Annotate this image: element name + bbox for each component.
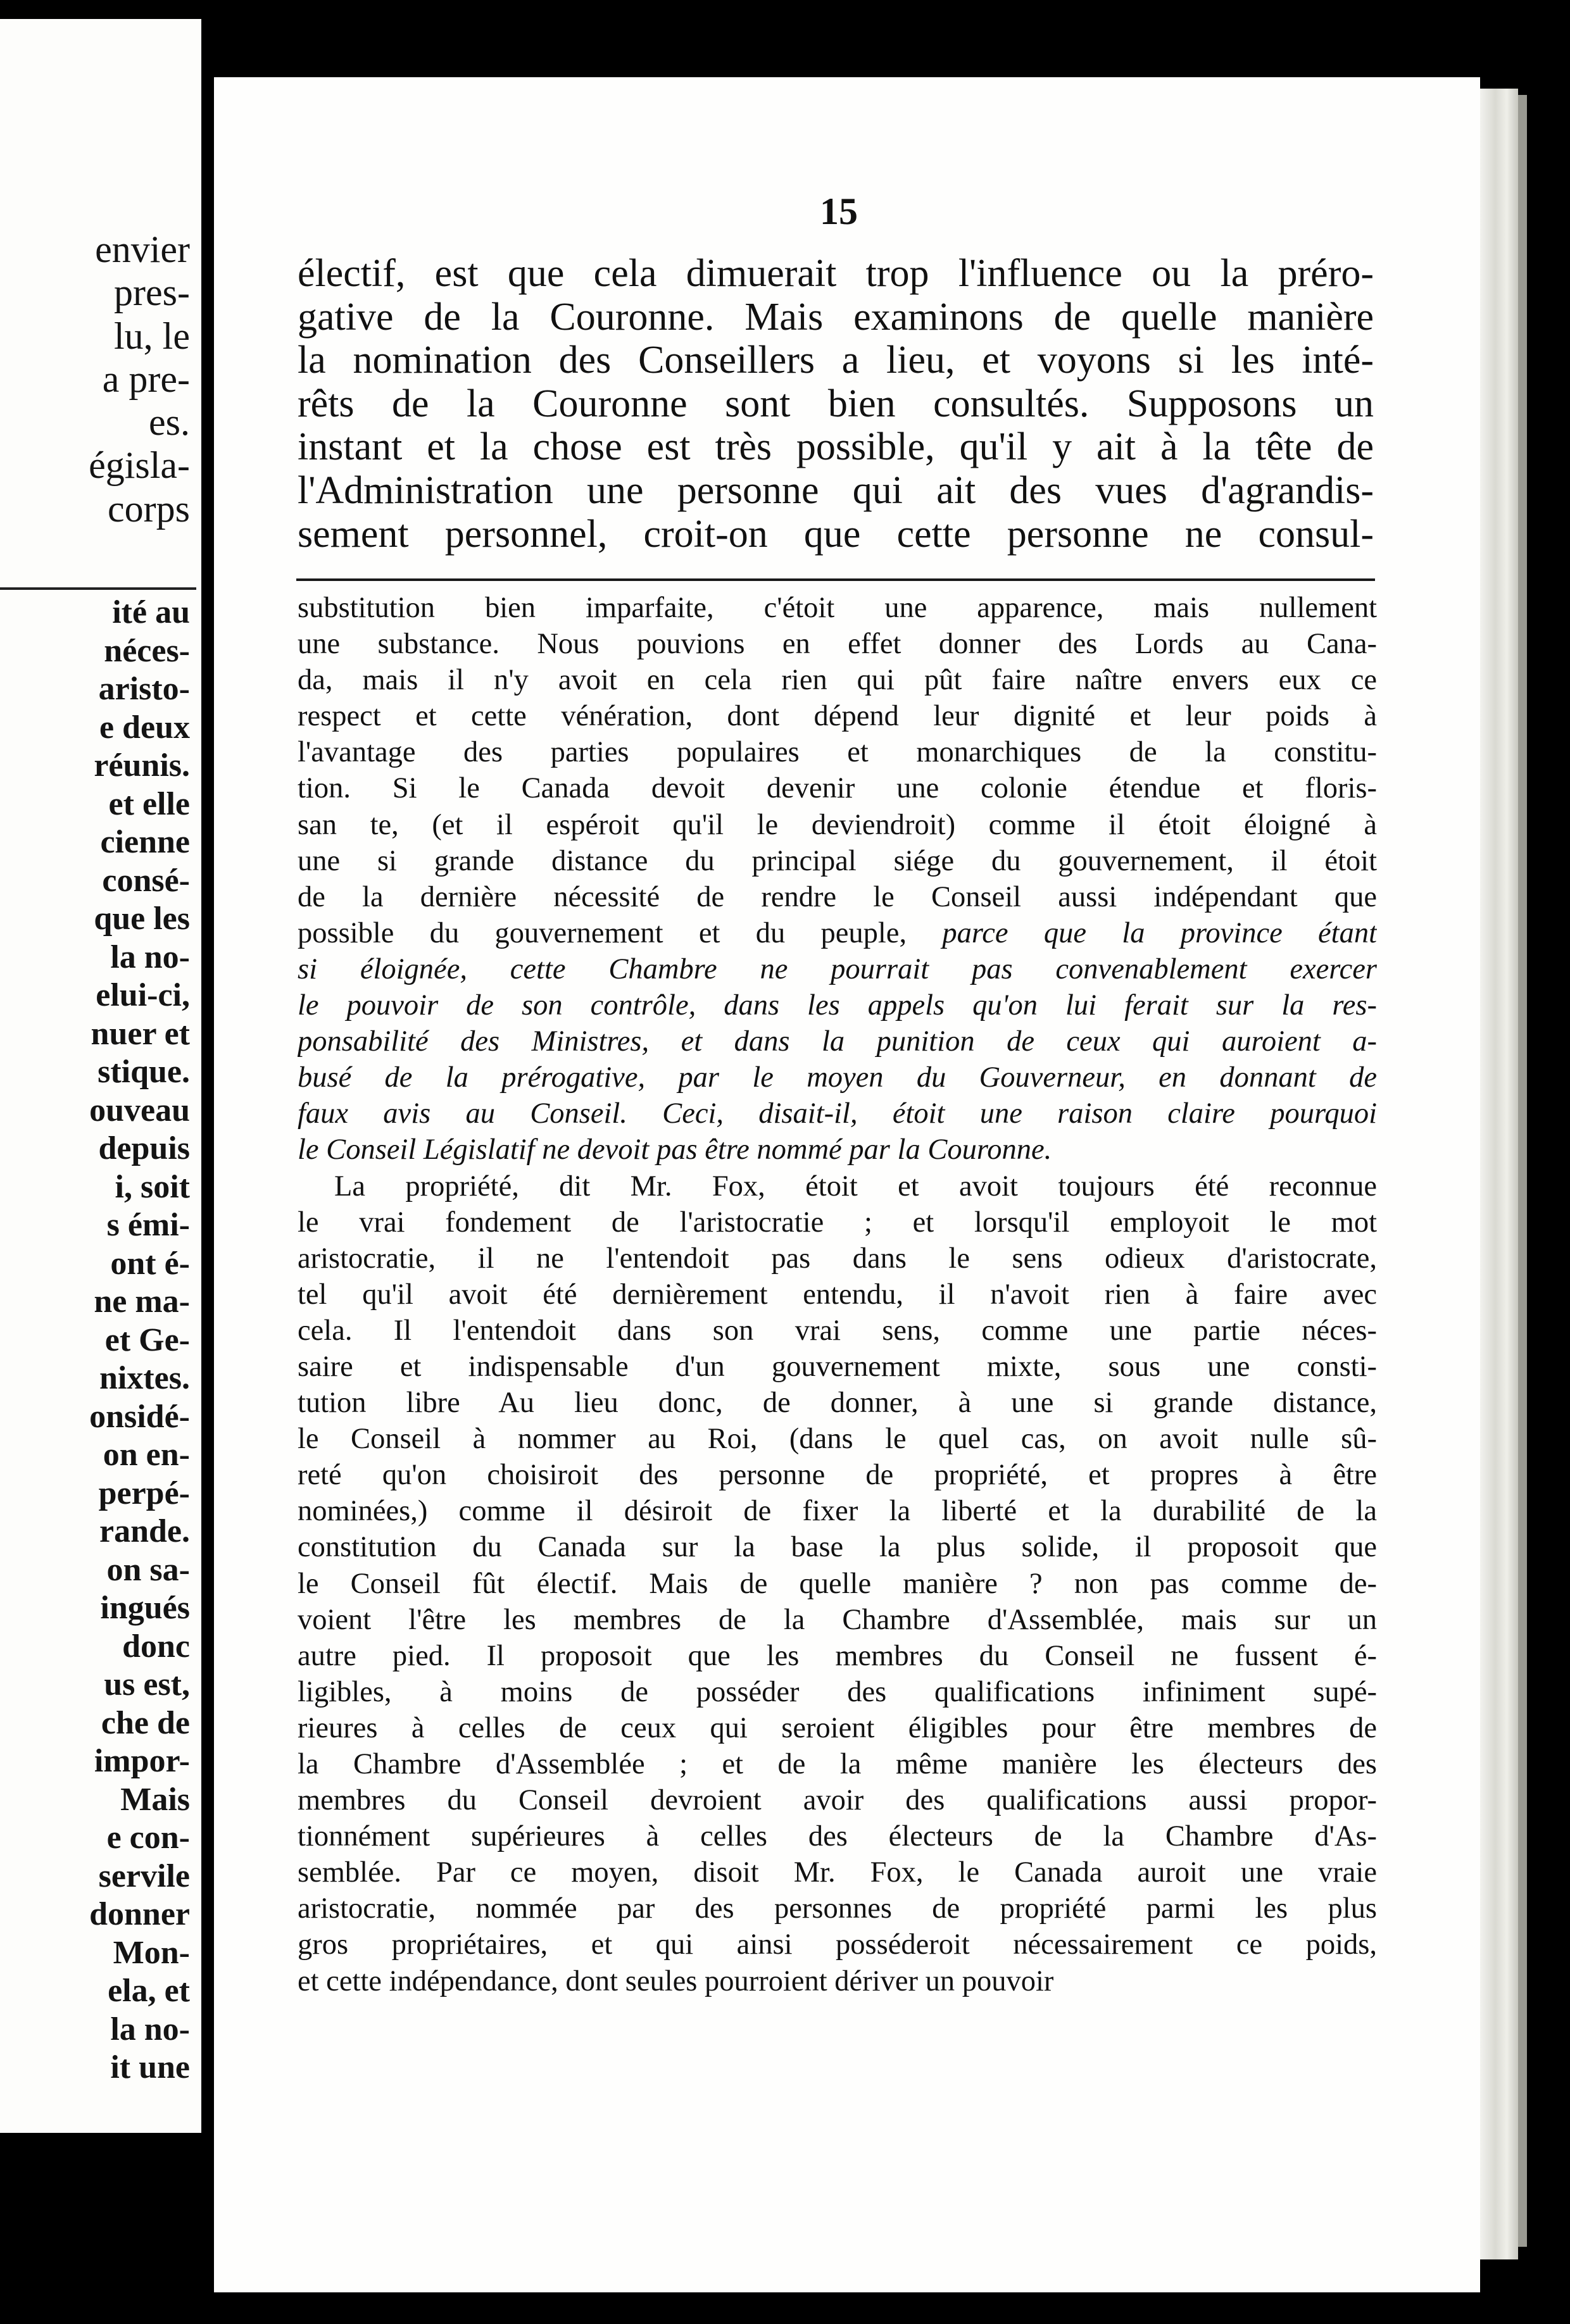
footnote-line: rieures à celles de ceux qui seroient éligibles pour être membres de (298, 1711, 1377, 1744)
footnote-line: busé de la prérogative, par le moyen du Gouverneur, en donnant de (298, 1061, 1377, 1094)
text-line: électif, est que cela dimuerait trop l'influence ou la préro- (298, 252, 1374, 295)
footnote-line: la no- (110, 939, 190, 975)
footnote-line: aristo- (98, 671, 190, 707)
footnote-line: la no- (110, 2011, 190, 2047)
footnote-line: e con- (106, 1820, 190, 1856)
footnote-line: ela, et (108, 1973, 190, 2009)
footnote-line: on en- (103, 1437, 190, 1473)
footnote-line: semblée. Par ce moyen, disoit Mr. Fox, le Canada auroit une vraie (298, 1856, 1377, 1889)
text-line: es. (149, 401, 190, 444)
footnote-line: une substance. Nous pouvions en effet donner des Lords au Cana- (298, 628, 1377, 661)
footnote-line: l'avantage des parties populaires et monarchiques de la constitu- (298, 736, 1377, 769)
footnote-line: une si grande distance du principal siége du gouvernement, il étoit (298, 844, 1377, 877)
footnote-line: it une (110, 2049, 190, 2085)
footnote-line: substitution bien imparfaite, c'étoit une apparence, mais nullement (298, 592, 1377, 624)
footnote-line: nixtes. (99, 1360, 190, 1396)
footnote-line: nuer et (91, 1015, 190, 1052)
footnote-line: nominées,) comme il désiroit de fixer la liberté et la durabilité de la (298, 1495, 1377, 1528)
footnote-line: impor- (94, 1743, 190, 1779)
text-line: gative de la Couronne. Mais examinons de quelle manière (298, 295, 1374, 339)
footnote-line: aristocratie, il ne l'entendoit pas dans le sens odieux d'aristocrate, (298, 1242, 1377, 1275)
footnote-line: tionnément supérieures à celles des électeurs de la Chambre d'As- (298, 1820, 1377, 1853)
previous-page-footnote-rule (0, 587, 196, 590)
previous-page-main-text (89, 228, 190, 530)
previous-page-footnote-text (89, 594, 190, 2087)
footnote-line: ont é- (110, 1245, 190, 1282)
text-line: l'Administration une personne qui ait des vues d'agrandis- (298, 468, 1374, 512)
text-line: lu, le (114, 315, 190, 357)
footnote-line: donc (122, 1628, 190, 1665)
footnote-line: us est, (104, 1666, 190, 1702)
text-line: égisla- (89, 444, 190, 487)
footnote-line: che de (101, 1704, 190, 1741)
footnote-line: ouveau (89, 1092, 190, 1128)
footnote-line: et cette indépendance, dont seules pourroient dériver un pouvoir (298, 1965, 1054, 1997)
page-edge-shadow (1518, 95, 1527, 2247)
footnote-line-italic: parce que la province étant (942, 916, 1377, 949)
footnote-line: gros propriétaires, et qui ainsi posséderoit nécessairement ce poids, (298, 1928, 1377, 1961)
footnote-line: réunis. (94, 747, 190, 784)
text-line: pres- (114, 272, 190, 314)
footnote-line: aristocratie, nommée par des personnes de propriété parmi les plus (298, 1892, 1377, 1925)
footnote-text (298, 590, 1377, 1999)
footnote-line: san te, (et il espéroit qu'il le deviendroit) comme il étoit éloigné à (298, 808, 1377, 841)
footnote-line: le pouvoir de son contrôle, dans les appels qu'on lui ferait sur la res- (298, 989, 1377, 1022)
footnote-line: ité au (112, 594, 190, 630)
page-number: 15 (820, 191, 858, 232)
footnote-rule (296, 578, 1375, 581)
footnote-line: voient l'être les membres de la Chambre d'Assemblée, mais sur un (298, 1603, 1377, 1636)
previous-page (0, 19, 201, 2133)
footnote-line: de la dernière nécessité de rendre le Conseil aussi indépendant que (298, 880, 1377, 913)
footnote-line: que les (94, 901, 190, 937)
footnote-line: tion. Si le Canada devoit devenir une colonie étendue et floris- (298, 772, 1377, 805)
footnote-line: rande. (99, 1513, 190, 1549)
footnote-line: tution libre Au lieu donc, de donner, à une si grande distance, (298, 1387, 1377, 1420)
footnote-line: et elle (108, 785, 190, 822)
main-body-text (298, 252, 1374, 556)
footnote-line: tel qu'il avoit été dernièrement entendu, il n'avoit rien à faire avec (298, 1278, 1377, 1311)
footnote-line: respect et cette vénération, dont dépend leur dignité et leur poids à (298, 700, 1377, 733)
footnote-line: membres du Conseil devroient avoir des qualifications aussi propor- (298, 1784, 1377, 1817)
footnote-line: La propriété, dit Mr. Fox, étoit et avoit toujours été reconnue (334, 1170, 1377, 1203)
footnote-line: servile (98, 1858, 190, 1894)
footnote-line-plain: possible du gouvernement et du peuple, (298, 916, 943, 949)
footnote-line: néces- (104, 632, 190, 669)
footnote-line: ponsabilité des Ministres, et dans la punition de ceux qui auroient a- (298, 1025, 1377, 1058)
footnote-line: ligibles, à moins de posséder des qualifications infiniment supé- (298, 1675, 1377, 1708)
footnote-line: Mon- (113, 1934, 190, 1971)
text-line: rêts de la Couronne sont bien consultés. Supposons un (298, 382, 1374, 425)
footnote-line: le Conseil fût électif. Mais de quelle manière ? non pas comme de- (298, 1567, 1377, 1600)
page-edge (1480, 89, 1518, 2259)
footnote-line: faux avis au Conseil. Ceci, disait-il, étoit une raison claire pourquoi (298, 1097, 1377, 1130)
footnote-line: constitution du Canada sur la base la plus solide, il proposoit que (298, 1531, 1377, 1564)
footnote-line: et Ge- (104, 1321, 190, 1358)
text-line: corps (108, 487, 190, 530)
footnote-line: le Conseil à nommer au Roi, (dans le quel cas, on avoit nulle sû- (298, 1423, 1377, 1456)
footnote-line: da, mais il n'y avoit en cela rien qui pût faire naître envers eux ce (298, 664, 1377, 697)
text-line: instant et la chose est très possible, qu'il y ait à la tête de (298, 425, 1374, 469)
footnote-line: le vrai fondement de l'aristocratie ; et lorsqu'il employoit le mot (298, 1206, 1377, 1239)
text-line: la nomination des Conseillers a lieu, et voyons si les inté- (298, 339, 1374, 382)
footnote-line: cienne (100, 824, 190, 860)
footnote-line: consé- (102, 862, 190, 899)
footnote-line: i, soit (115, 1168, 190, 1205)
footnote-line: stique. (97, 1054, 190, 1090)
footnote-line: saire et indispensable d'un gouvernement mixte, sous une consti- (298, 1350, 1377, 1383)
footnote-line: reté qu'on choisiroit des personne de propriété, et propres à être (298, 1459, 1377, 1492)
footnote-line: la Chambre d'Assemblée ; et de la même manière les électeurs des (298, 1748, 1377, 1780)
footnote-line: ingués (100, 1590, 190, 1626)
footnote-line: donner (89, 1896, 190, 1932)
footnote-line: perpé- (98, 1475, 190, 1511)
footnote-line: s émi- (106, 1207, 190, 1243)
footnote-line: cela. Il l'entendoit dans son vrai sens, comme une partie néces- (298, 1314, 1377, 1347)
footnote-line: si éloignée, cette Chambre ne pourrait pas convenablement exercer (298, 953, 1377, 985)
text-line: envier (95, 228, 190, 270)
footnote-line: depuis (98, 1130, 190, 1166)
footnote-line: autre pied. Il proposoit que les membres du Conseil ne fussent é- (298, 1639, 1377, 1672)
footnote-line: Mais (120, 1781, 190, 1818)
footnote-line (298, 915, 1377, 951)
footnote-line: ne ma- (94, 1284, 190, 1320)
text-line: sement personnel, croit-on que cette personne ne consul- (298, 512, 1374, 556)
footnote-line: onsidé- (89, 1398, 190, 1435)
footnote-line: on sa- (106, 1551, 190, 1588)
text-line: a pre- (102, 358, 190, 400)
footnote-line: elui-ci, (96, 977, 190, 1013)
footnote-line: e deux (99, 709, 190, 746)
footnote-line: le Conseil Législatif ne devoit pas être nommé par la Couronne. (298, 1134, 1052, 1166)
